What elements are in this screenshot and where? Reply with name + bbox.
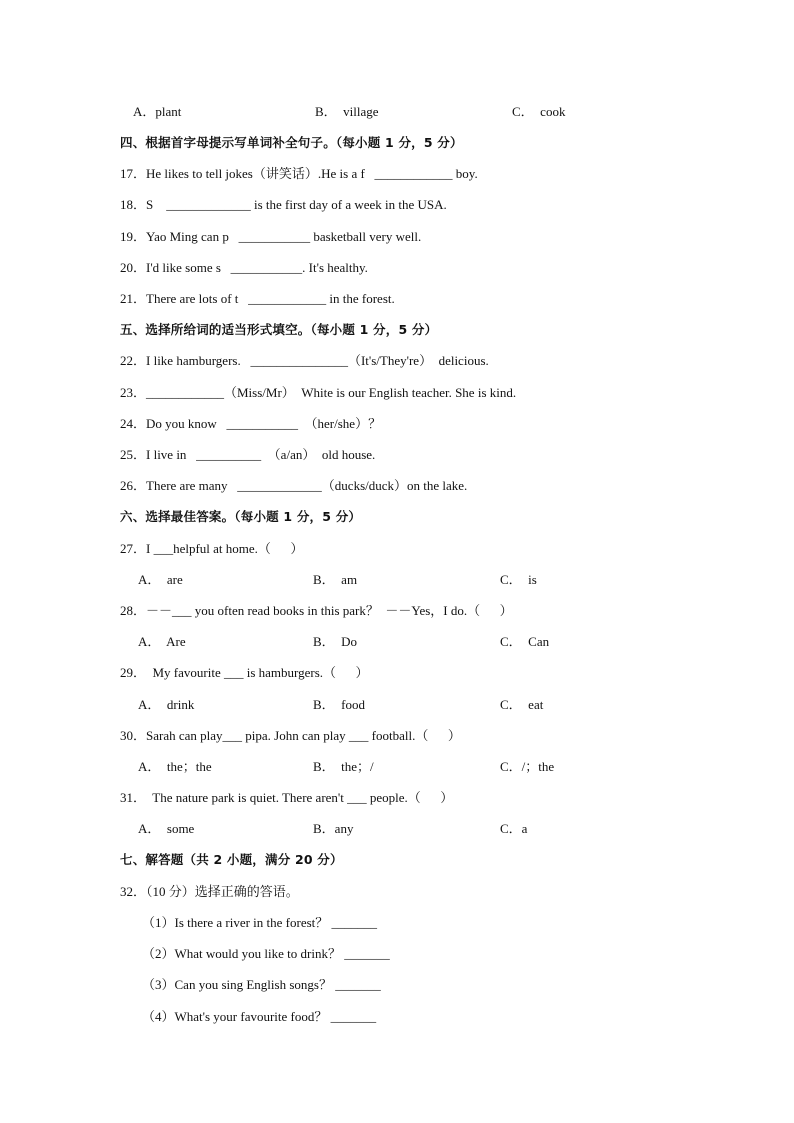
question-29: 29． My favourite ___ is hamburgers.（ ） (120, 665, 369, 680)
question-20: 20．I'd like some s ___________. It's healthy. (120, 260, 368, 275)
question-31-option-a: A． some (138, 821, 195, 836)
question-32-sub-2: （2）What would you like to drink？ _______ (142, 946, 390, 961)
section-6-heading: 六、选择最佳答案。（每小题 1 分，5 分） (120, 509, 362, 524)
question-32-title: 32．（10 分）选择正确的答语。 (120, 884, 299, 899)
question-32-sub-3: （3）Can you sing English songs？ _______ (142, 977, 381, 992)
question-28: 28．－－___ you often read books in this park？ －－Yes，I do.（ ） (120, 603, 513, 618)
question-31-option-b: B．any (313, 821, 354, 836)
question-27-option-a: A． are (138, 572, 183, 587)
question-26: 26．There are many _____________（ducks/duck）on the lake. (120, 478, 468, 493)
question-28-option-c: C． Can (500, 634, 550, 649)
question-28-option-a: A． Are (138, 634, 186, 649)
section-5-heading: 五、选择所给词的适当形式填空。（每小题 1 分，5 分） (120, 322, 438, 337)
question-27-option-b: B． am (313, 572, 358, 587)
q16-option-a: A．plant (133, 104, 182, 119)
q16-option-c: C． cook (512, 104, 566, 119)
question-25: 25．I live in __________ （a/an） old house. (120, 447, 376, 462)
question-24: 24．Do you know ___________ （her/she）？ (120, 416, 382, 431)
question-17: 17．He likes to tell jokes（讲笑话）.He is a f ____________ boy. (120, 166, 478, 181)
question-31: 31． The nature park is quiet. There aren't ___ people.（ ） (120, 790, 454, 805)
question-30-option-a: A． the；the (138, 759, 212, 774)
question-27: 27．I ___helpful at home.（ ） (120, 541, 304, 556)
question-29-option-a: A． drink (138, 697, 195, 712)
question-30-option-c: C．/；the (500, 759, 555, 774)
question-29-option-c: C． eat (500, 697, 544, 712)
section-4-heading: 四、根据首字母提示写单词补全句子。（每小题 1 分，5 分） (120, 135, 463, 150)
question-18: 18．S _____________ is the first day of a week in the USA. (120, 197, 447, 212)
section-7-heading: 七、解答题（共 2 小题，满分 20 分） (120, 852, 343, 867)
question-28-option-b: B． Do (313, 634, 358, 649)
question-21: 21．There are lots of t ____________ in the forest. (120, 291, 395, 306)
question-27-option-c: C． is (500, 572, 537, 587)
question-31-option-c: C．a (500, 821, 528, 836)
question-32-sub-4: （4）What's your favourite food？ _______ (142, 1009, 377, 1024)
question-29-option-b: B． food (313, 697, 366, 712)
question-30-option-b: B． the；/ (313, 759, 374, 774)
question-19: 19．Yao Ming can p ___________ basketball very well. (120, 229, 422, 244)
q16-option-b: B． village (315, 104, 379, 119)
question-30: 30．Sarah can play___ pipa. John can play ___ football.（ ） (120, 728, 461, 743)
question-22: 22．I like hamburgers. _______________（It's/They're） delicious. (120, 353, 489, 368)
question-32-sub-1: （1）Is there a river in the forest？ _______ (142, 915, 378, 930)
question-23: 23．____________（Miss/Mr） White is our English teacher. She is kind. (120, 385, 517, 400)
